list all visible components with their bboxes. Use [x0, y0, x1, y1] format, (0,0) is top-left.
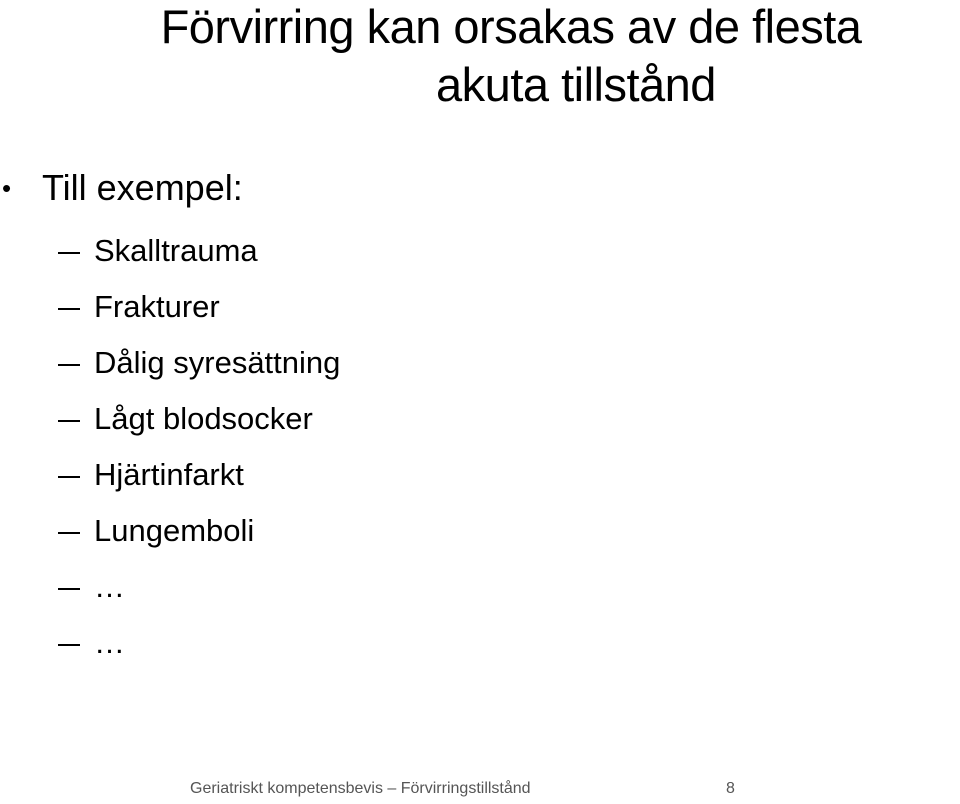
- page-number: 8: [726, 780, 735, 797]
- list-item: [58, 618, 340, 674]
- list-item-label: …: [94, 569, 125, 604]
- bullet-label: Till exempel:: [42, 167, 243, 208]
- sub-bullet-list: [58, 226, 340, 674]
- list-item-label: Frakturer: [94, 289, 220, 324]
- list-item: [58, 506, 340, 562]
- list-item-label: Dålig syresättning: [94, 345, 341, 380]
- slide-title: [66, 0, 956, 114]
- list-item-label: Lågt blodsocker: [94, 401, 313, 436]
- list-item: [58, 394, 340, 450]
- list-item: [58, 450, 340, 506]
- bullet-main: [0, 166, 243, 210]
- list-item: [58, 226, 340, 282]
- title-line-1: Förvirring kan orsakas av de flesta: [160, 0, 862, 53]
- dash-icon: [58, 508, 94, 558]
- dash-icon: [58, 340, 94, 390]
- list-item: [58, 338, 340, 394]
- dash-icon: [58, 284, 94, 334]
- dash-icon: [58, 396, 94, 446]
- slide-footer: Geriatriskt kompetensbevis – Förvirringstillstånd: [190, 780, 531, 797]
- list-item-label: Hjärtinfarkt: [94, 457, 244, 492]
- dash-icon: [58, 620, 94, 670]
- dash-icon: [58, 452, 94, 502]
- list-item-label: Lungemboli: [94, 513, 255, 548]
- title-line-2: akuta tillstånd: [436, 58, 716, 111]
- list-item-label: Skalltrauma: [94, 233, 258, 268]
- list-item: [58, 562, 340, 618]
- list-item-label: …: [94, 625, 125, 660]
- dash-icon: [58, 564, 94, 614]
- bullet-dot-icon: •: [2, 173, 12, 203]
- list-item: [58, 282, 340, 338]
- dash-icon: [58, 228, 94, 278]
